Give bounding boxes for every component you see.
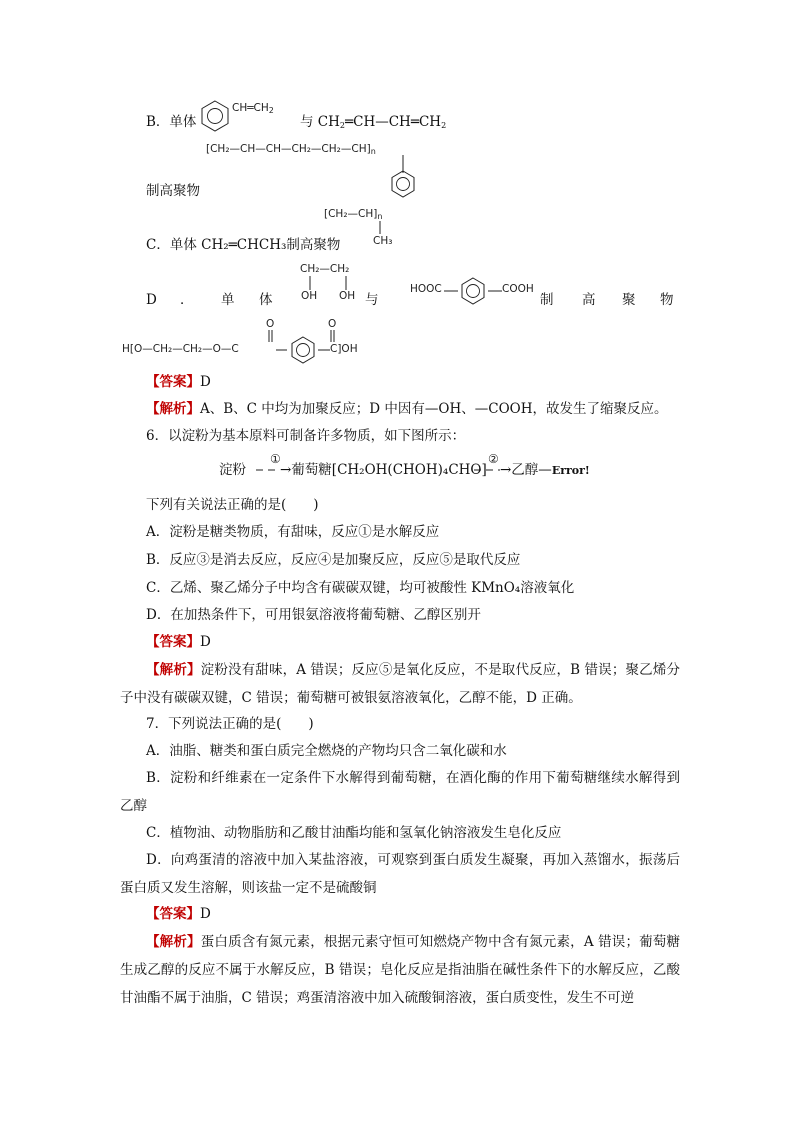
q5-answer: 【答案】D [146,374,211,390]
scheme-arrow-1 [256,467,282,473]
q5-d-polyester-left: H[O—CH₂—CH₂—O—C [122,343,239,355]
q5-d-cooh: COOH [502,283,534,295]
benzene-ring-structure [200,100,230,132]
q5-d-hooc: HOOC [410,283,442,295]
q5-d-oh-1: OH [301,290,318,302]
styrene-vinyl-group: $CH═CH_2$ [232,102,274,115]
q7-analysis: 【解析】蛋白质含有氮元素，根据元素守恒可知燃烧产物中含有氮元素，A 错误；葡萄糖生成乙醇的反应不属于水解反应，B 错误；皂化反应是指油脂在碱性条件下的水解反应，乙酸甘油酯不属于油脂，C 错误；鸡蛋清溶液中加入硫酸铜溶液，蛋白质变性，发生不可逆 [120,934,680,1006]
q6-option-d: D．在加热条件下，可用银氨溶液将葡萄糖、乙醇区别开 [146,607,481,623]
q5-d-label: D [146,292,157,308]
q5-c-ch3: CH₃ [373,235,393,247]
q5-b-with-butadiene: 与 $CH_2═CH—CH═CH_2$ [300,114,447,130]
q5-d-ju: 聚 [622,292,636,308]
q6-scheme-glucose: →葡萄糖[CH₂OH(CHOH)₄CHO] [280,462,487,478]
q5-d-wu: 物 [660,292,674,308]
q6-option-a: A．淀粉是糖类物质，有甜味，反应①是水解反应 [146,524,440,540]
q5-d-glycol-chain: CH₂—CH₂ [300,263,350,275]
q5-d-dan: 单 [221,292,235,308]
q6-answer: 【答案】D [146,634,211,650]
q7-option-c: C．植物油、动物脂肪和乙酸甘油酯均能和氢氧化钠溶液发生皂化反应 [146,825,562,841]
q6-analysis: 【解析】淀粉没有甜味，A 错误；反应⑤是氧化反应，不是取代反应，B 错误；聚乙烯分子中没有碳碳双键，C 错误；葡萄糖可被银氨溶液氧化，乙醇不能，D 正确。 [120,662,680,706]
q5-d-dot: ． [180,292,194,308]
q5-d-oh-2: OH [339,290,356,302]
q5-d-with: 与 [365,292,379,308]
q5-c-polymer: $[CH_2—CH]_n$ [324,208,383,221]
q6-scheme-step2: ② [488,452,499,466]
q6-scheme-starch: 淀粉 [219,462,246,478]
polyester-ring-structure [276,336,330,364]
q5-d-polyester-right: C]OH [330,343,358,355]
q5-b-polymer-chain: $[CH_2—CH—CH—CH_2—CH_2—CH]_n$ [206,143,376,156]
q7-stem: 7．下列说法正确的是( ) [146,716,314,732]
q6-option-c: C．乙烯、聚乙烯分子中均含有碳碳双键，均可被酸性 KMnO₄溶液氧化 [146,580,575,596]
q7-option-a: A．油脂、糖类和蛋白质完全燃烧的产物均只含二氧化碳和水 [146,743,507,759]
q7-option-b: B．淀粉和纤维素在一定条件下水解得到葡萄糖，在酒化酶的作用下葡萄糖继续水解得到乙醇 [120,770,680,814]
q6-option-b: B．反应③是消去反应，反应④是加聚反应，反应⑤是取代反应 [146,552,521,568]
polypropylene-pendant-bond [378,221,382,235]
q5-b-tail: 制高聚物 [146,183,200,199]
q5-c-label: C．单体 CH₂═CHCH₃制高聚物 [146,237,341,253]
q5-d-carbonyl-o-2: O [328,318,337,330]
q5-d-carbonyl-o-1: O [266,318,275,330]
q6-scheme-ethanol: →乙醇—Error! [500,462,590,478]
benzene-ring-pendant-structure [390,170,416,198]
q6-question: 下列有关说法正确的是( ) [146,497,319,513]
q5-d-zhi: 制 [540,292,554,308]
q6-scheme-step1: ① [270,452,281,466]
q7-answer: 【答案】D [146,906,211,922]
q5-b-label: B．单体 [146,114,197,130]
q5-d-gao: 高 [582,292,596,308]
q5-analysis: 【解析】A、B、C 中均为加聚反应；D 中因有—OH、—COOH，故发生了缩聚反应。 [146,401,668,417]
q6-stem: 6．以淀粉为基本原料可制备许多物质，如下图所示： [146,428,466,444]
q5-d-ti: 体 [259,292,273,308]
terephthalic-ring-structure [444,277,502,305]
scheme-arrow-2 [474,467,502,473]
q7-option-d: D．向鸡蛋清的溶液中加入某盐溶液，可观察到蛋白质发生凝聚，再加入蒸馏水，振荡后蛋白质又发生溶解，则该盐一定不是硫酸铜 [120,852,680,896]
